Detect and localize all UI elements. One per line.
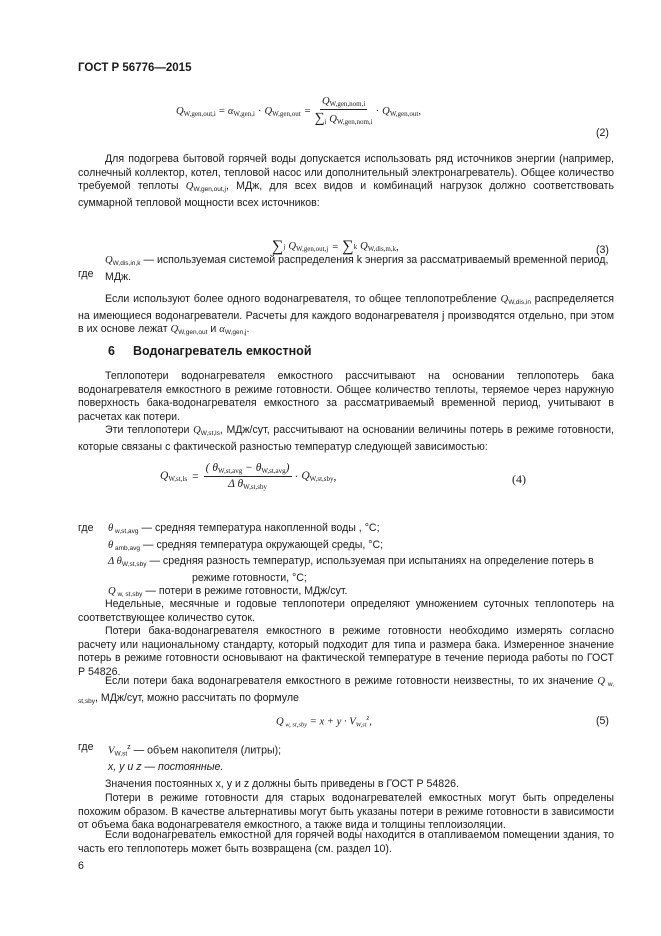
eq2-q3: $Q_{W,gen,out}$ (382, 105, 419, 118)
paragraph-1: Для подогрева бытовой горячей воды допускается использовать ряд источников энергии (например, солнечный коллектор, котел, тепловой насос или дополнительный электронагреватель). Общее количество требуемой теплоты QW,gen,out,j, МДж, для всех видов и комбинаций нагрузок должно соответствовать суммарной тепловой мощности всех источников: (78, 153, 614, 209)
where-1-label: где (78, 268, 94, 280)
eq2-equals-2: = (304, 106, 311, 117)
paragraph-3: Теплопотери водонагревателя емкостного рассчитывают на основании теплопотерь бака водонагревателя емкостного в режиме готовности. Общее количество теплоты, теряемое через наружную поверхность бака-водонагревателя емкостного за рассматриваемый временной период, учитывают в расчетах как потери. (78, 370, 614, 423)
eq5-number: (5) (596, 715, 609, 727)
section-number: 6 (108, 344, 115, 358)
section-heading (108, 344, 312, 358)
eq2-dot-2: · (375, 106, 380, 117)
paragraph-9: Потери в режиме готовности для старых водонагревателей емкостных могут быть определены похожим образом. В качестве альтернативы могут быть указаны потери в режиме готовности в зависимости от объема бака водонагревателя емкостного, а также вида и толщины теплоизоляции. (78, 792, 614, 832)
equation-2 (176, 96, 421, 127)
eq2-lhs: $Q_{W,gen,out,i}$ (176, 105, 216, 118)
eq2-dot: · (257, 106, 262, 117)
equation-5: Q w, $st,sby = x + y \cdot VW,st^z$, (276, 714, 372, 729)
where-2-item: θ w,st,avg — средняя температура накопленной воды , °C; (108, 522, 380, 535)
paragraph-4: Эти теплопотери QW,st,ls, МДж/сут, рассчитывают на основании величины потерь в режиме готовности, которые связаны с фактической разностью температур следующей зависимостью: (78, 424, 614, 453)
eq2-tail: , (418, 106, 421, 117)
where-1-definition: QW,dis,in,k — используемая системой распределения k энергия за рассматриваемый временной период, МДж. (105, 254, 609, 283)
section-title: Водонагреватель емкостной (132, 344, 312, 358)
equation-3: ∑ j $Q_{W,gen,out,j}$ = ∑ k $Q_{W,dis,m,k}$ , (272, 238, 399, 255)
eq2-alpha: $\alpha_{W,gen,i}$ (227, 105, 255, 118)
eq2-fraction: $\frac{Q_{W,gen,nom,i}}{\sum_i Q_{W,gen,nom,i}}$ (314, 96, 373, 126)
where-3-item: x, y и z — постоянные. (108, 761, 224, 774)
page-number: 6 (78, 860, 84, 872)
paragraph-7: Если потери бака водонагревателя емкостного в режиме готовности неизвестны, то их значение Q w, st,sby, МДж/сут, можно рассчитать по формуле (78, 675, 614, 705)
paragraph-5: Недельные, месячные и годовые теплопотери определяют умножением суточных теплопотерь на соответствующее количество суток. (78, 598, 614, 624)
where-3-label: где (78, 741, 94, 753)
where-3-list (108, 741, 618, 775)
equation-4: $Q_{W,st,ls}$ = $\frac{( \theta_{W,st,avg} - \theta_{W,st,avg})}{\Delta \theta_{W,st,sby}}$ · $Q_{W,st,sby}$ , (160, 462, 337, 491)
eq3-number: (3) (596, 244, 609, 256)
paragraph-10: Если водонагреватель емкостной для горячей воды находится в отапливаемом помещении здания, то часть его теплопотерь может быть возвращена (см. раздел 10). (78, 829, 614, 855)
eq2-number: (2) (596, 127, 609, 139)
eq4-number: (4) (512, 472, 526, 486)
where-3-item: $VW,st^z$ — объем накопителя (литры); (108, 744, 282, 758)
eq2-q2: $Q_{W,gen,out}$ (264, 105, 301, 118)
where-2-list (108, 522, 618, 602)
eq2-equals: = (218, 106, 225, 117)
paragraph-8: Значения постоянных x, y и z должны быть приведены в ГОСТ Р 54826. (105, 778, 459, 790)
where-2-label: где (78, 522, 94, 534)
where-2-item: Δ θW,st,sby — средняя разность температур, используемая при испытаниях на определение потерь в режиме готовности, °C; (108, 555, 594, 584)
paragraph-6: Потери бака-водонагревателя емкостного в режиме готовности необходимо измерять согласно расчету или национальному стандарту, который подходит для типа и размера бака. Измеренное значение потерь в режиме готовности основывают на фактической температуре в течение периода работы по ГОСТ Р 54826. (78, 625, 614, 678)
where-2-item: Q w, st,sby — потери в режиме готовности, МДж/сут. (108, 585, 348, 599)
document-header: ГОСТ Р 56776—2015 (78, 62, 192, 74)
where-2-item: θ amb,avg — средняя температура окружающей среды, °C; (108, 538, 384, 552)
paragraph-2: Если используют более одного водонагревателя, то общее теплопотребление QW,dis,in распределяется на имеющиеся водонагреватели. Расчеты для каждого водонагревателя j производятся отдельно, при этом в их основе лежат QW,gen,out и αW,gen,j. (78, 293, 614, 337)
